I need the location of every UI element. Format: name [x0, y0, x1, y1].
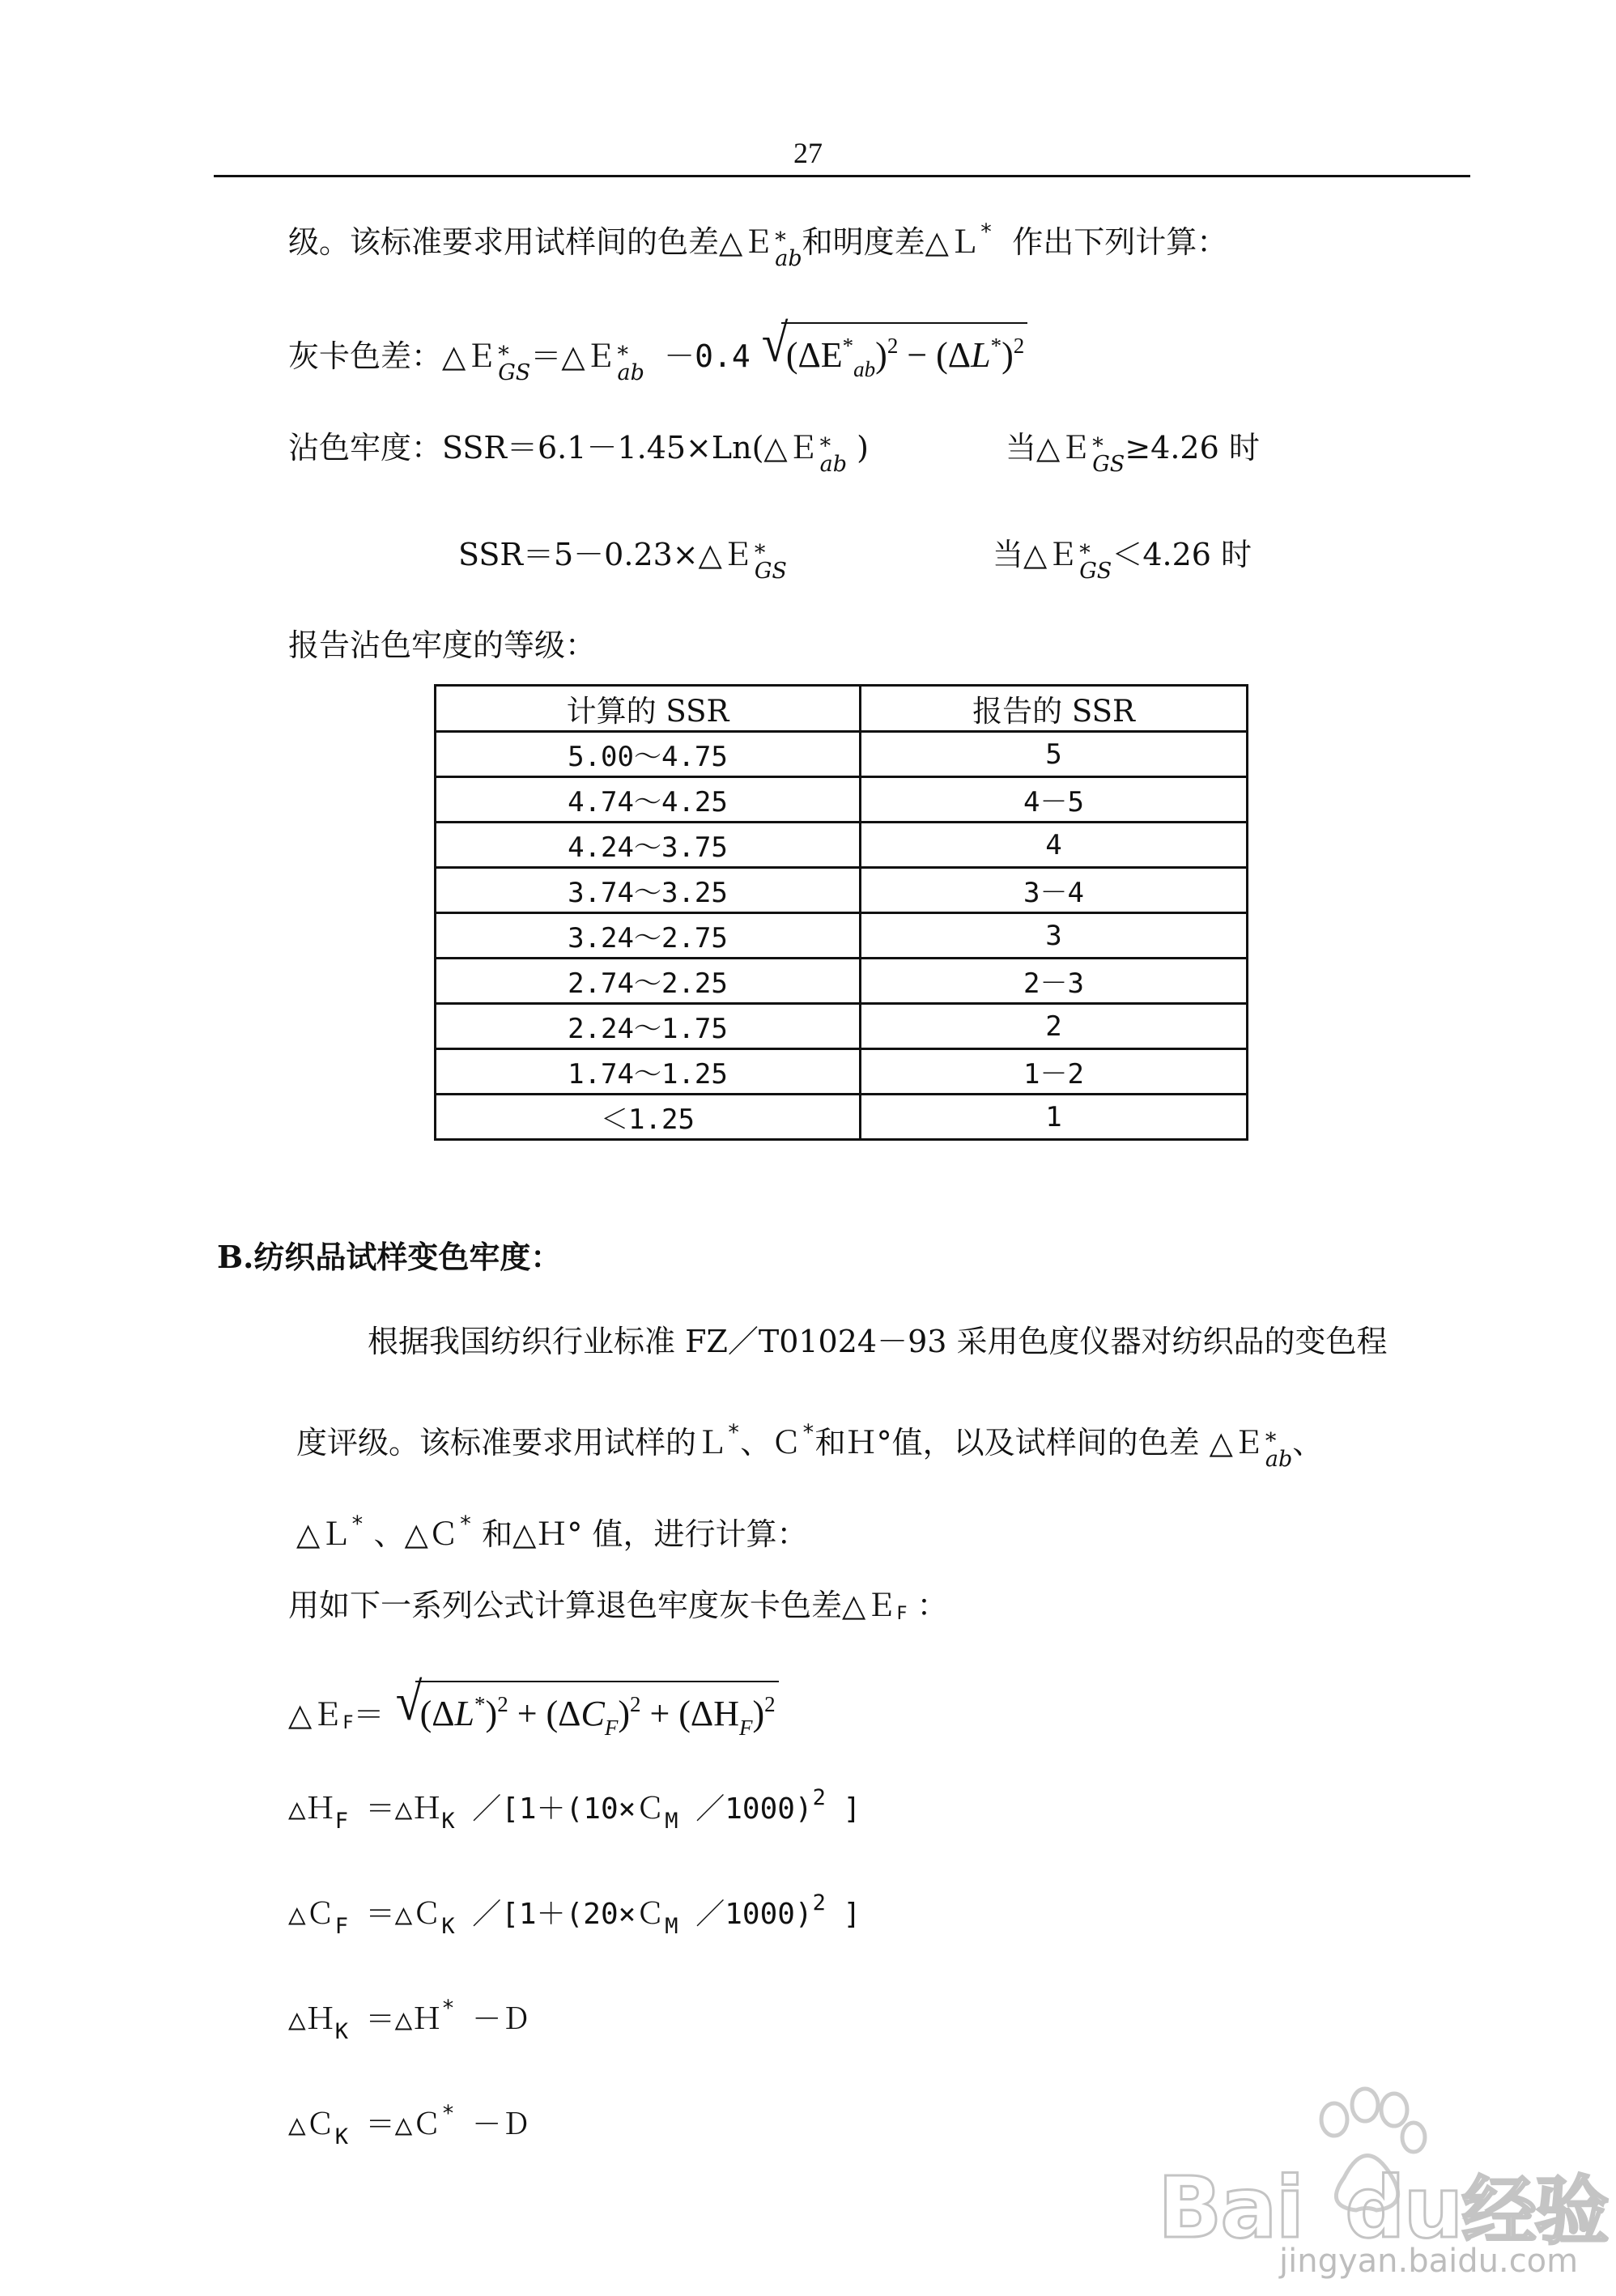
- reported-ssr-cell: 2－3: [861, 959, 1248, 1004]
- header-rule: [214, 175, 1470, 177]
- reported-ssr-cell: 2: [861, 1004, 1248, 1049]
- reported-ssr-cell: 1: [861, 1095, 1248, 1140]
- table-title: 报告沾色牢度的等级：: [288, 627, 597, 663]
- ssr-formula-1: 沾色牢度：SSR＝6.1－1.45×Ln(△Ｅ * ab ): [288, 430, 869, 477]
- gs-coef: －0.4: [664, 338, 751, 374]
- ef-formula: △ＥF＝ √ $(\Delta L^*)^2 + (\Delta C_F)^2 + (\Delta H_F)^2$: [288, 1681, 779, 1748]
- intro-line: 级。该标准要求用试样间的色差△Ｅ * ab 和明度差△Ｌ* 作出下列计算：: [288, 219, 1228, 271]
- page-number: 27: [793, 137, 823, 169]
- reported-ssr-cell: 4: [861, 823, 1248, 868]
- watermark-brand: Bai du经验: [1158, 2158, 1608, 2257]
- section-b-para1: 根据我国纺织行业标准 FZ／T01024－93 采用色度仪器对纺织品的变色程: [368, 1324, 1388, 1359]
- reported-ssr-cell: 3: [861, 913, 1248, 959]
- intro-sub: ab: [775, 246, 802, 271]
- calculated-ssr-cell: 4.74～4.25: [436, 777, 861, 823]
- calculated-ssr-cell: ＜1.25: [436, 1095, 861, 1140]
- calculated-ssr-cell: 2.74～2.25: [436, 959, 861, 1004]
- table-row: [436, 1004, 1248, 1049]
- section-b-title: B.纺织品试样变色牢度：: [217, 1239, 562, 1275]
- calculated-ssr-cell: 3.74～3.25: [436, 868, 861, 913]
- table-row: [436, 913, 1248, 959]
- table-row: [436, 959, 1248, 1004]
- ssr-grade-table: [434, 684, 1248, 1141]
- hk-formula: △Ｈ$_K$ ＝△Ｈ* －Ｄ: [288, 1996, 531, 2044]
- hf-formula: △Ｈ$_F$ ＝△Ｈ$_K$ ／[1＋(10×Ｃ$_M$ ／1000)$^2$ ]: [288, 1785, 861, 1834]
- cf-formula: △Ｃ$_F$ ＝△Ｃ$_K$ ／[1＋(20×Ｃ$_M$ ／1000)$^2$ ]: [288, 1890, 861, 1939]
- ssr2-formula: SSR＝5－0.23×△Ｅ: [458, 537, 753, 572]
- intro-mid: 和明度差△Ｌ: [802, 224, 980, 260]
- watermark-url: jingyan.baidu.com: [1279, 2243, 1579, 2280]
- table-header-row: [436, 686, 1248, 732]
- gs-sub: GS: [498, 360, 531, 385]
- reported-ssr-cell: 3－4: [861, 868, 1248, 913]
- table-row: [436, 1095, 1248, 1140]
- calculated-ssr-cell: 2.24～1.75: [436, 1004, 861, 1049]
- reported-ssr-cell: 1－2: [861, 1049, 1248, 1095]
- intro-text: 级。该标准要求用试样间的色差△Ｅ: [288, 224, 774, 260]
- calculated-ssr-cell: 5.00～4.75: [436, 732, 861, 777]
- gs-sub-ab: ab: [617, 360, 644, 385]
- header-reported-ssr: 报告的 SSR: [861, 686, 1248, 732]
- ck-formula: △Ｃ$_K$ ＝△Ｃ* －Ｄ: [288, 2101, 531, 2149]
- table-row: [436, 868, 1248, 913]
- ssr2-condition: 当△Ｅ * GS ＜4.26 时: [993, 537, 1252, 584]
- ssr-formula-2: SSR＝5－0.23×△Ｅ * GS: [458, 537, 787, 584]
- gs-radical: √ $(\Delta E^*_{ab})^2 - (\Delta L^*)^2$: [760, 322, 1027, 389]
- reported-ssr-cell: 5: [861, 732, 1248, 777]
- baidu-jingyan-watermark: [1150, 2056, 1608, 2280]
- ef-radical: √ $(\Delta L^*)^2 + (\Delta C_F)^2 + (\Delta H_F)^2$: [394, 1681, 779, 1748]
- table-row: [436, 732, 1248, 777]
- gs-label: 灰卡色差：△Ｅ: [288, 338, 497, 374]
- gs-eq: ＝△Ｅ: [530, 338, 616, 374]
- section-b-para3: △Ｌ* 、△Ｃ* 和△Ｈ° 值，进行计算：: [296, 1512, 808, 1552]
- table-row: [436, 1049, 1248, 1095]
- gray-card-formula: 灰卡色差：△Ｅ * GS ＝△Ｅ * ab －0.4 √ $(\Delta E^*_{ab})^2 - (\Delta L^*)^2$: [288, 322, 1027, 389]
- calculated-ssr-cell: 3.24～2.75: [436, 913, 861, 959]
- table-row: [436, 777, 1248, 823]
- ssr1-condition: 当△Ｅ * GS ≥4.26 时: [1006, 430, 1260, 477]
- table-row: [436, 823, 1248, 868]
- intro-tail: 作出下列计算：: [1012, 224, 1228, 260]
- header-calculated-ssr: 计算的 SSR: [436, 686, 861, 732]
- calculated-ssr-cell: 1.74～1.25: [436, 1049, 861, 1095]
- reported-ssr-cell: 4－5: [861, 777, 1248, 823]
- calculated-ssr-cell: 4.24～3.75: [436, 823, 861, 868]
- section-b-para4: 用如下一系列公式计算退色牢度灰卡色差△ＥF ：: [288, 1588, 948, 1624]
- section-b-para2: 度评级。该标准要求用试样的Ｌ*、Ｃ*和Ｈ°值，以及试样间的色差 △Ｅ * ab 、: [296, 1420, 1324, 1472]
- ssr1-label: 沾色牢度：SSR＝6.1－1.45×Ln(△Ｅ: [288, 430, 819, 466]
